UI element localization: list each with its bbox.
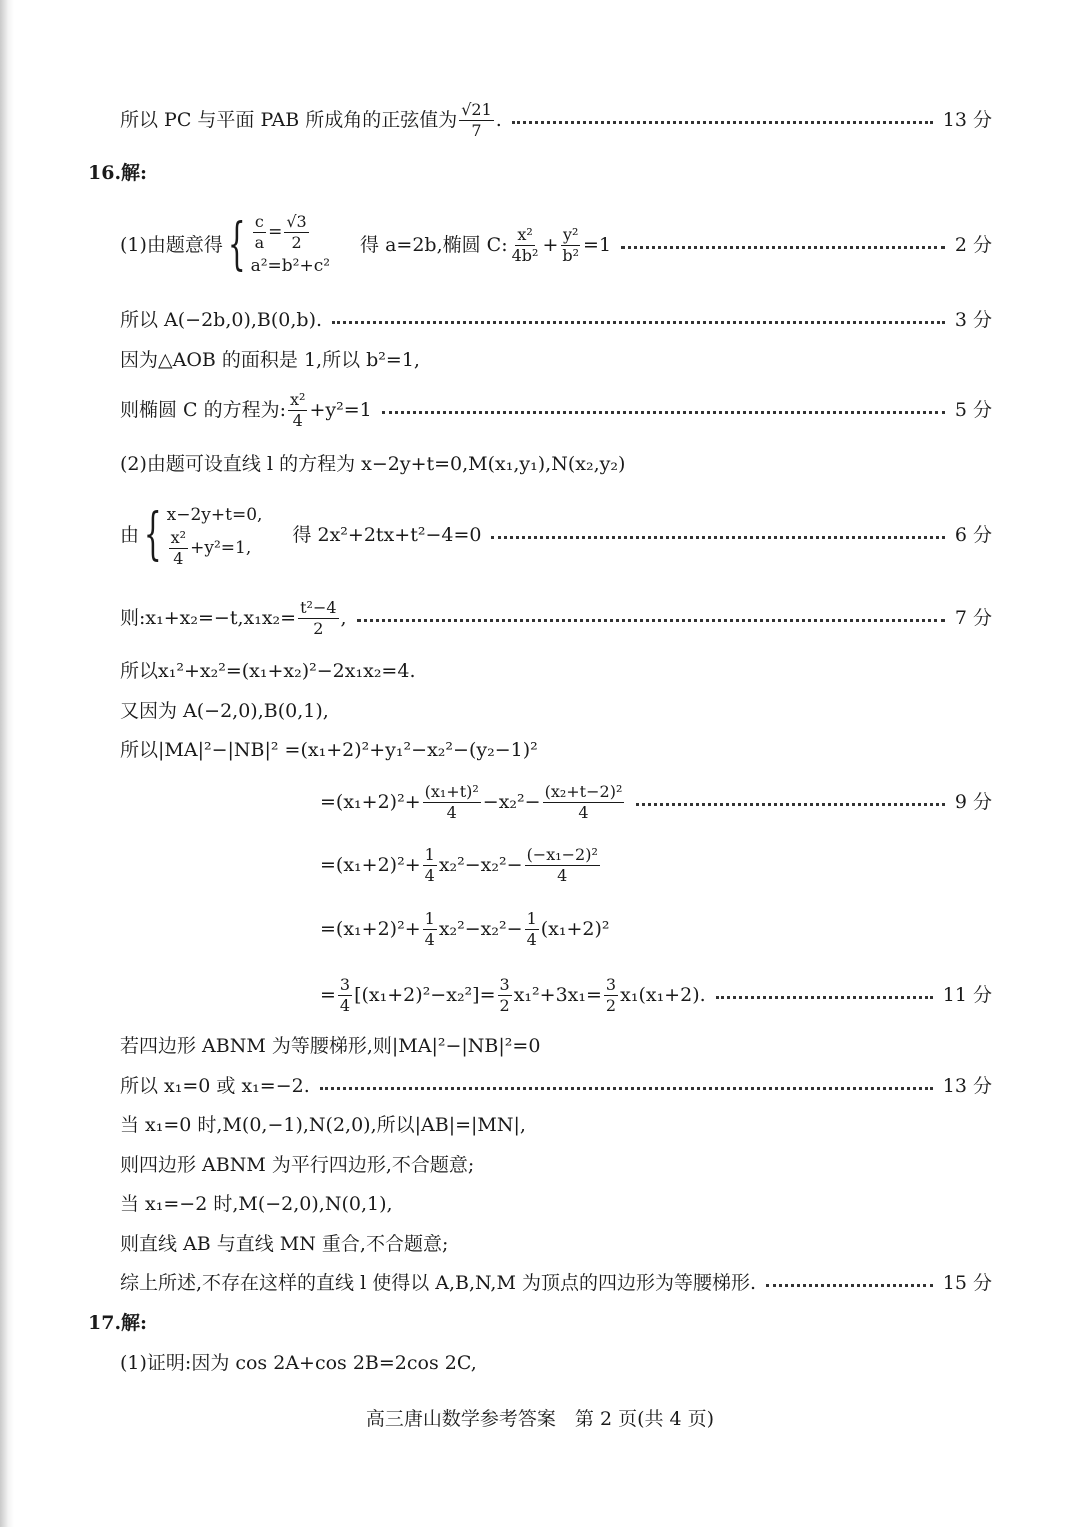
denominator: 4 [578,802,589,822]
system-row: x−2y+t=0, [166,504,263,525]
answer-line-16-conclusion [120,1270,992,1296]
line-text: x₂²−x₂²− [438,854,523,876]
question-16-heading: 16.解: [88,162,148,184]
answer-line [120,658,992,684]
line-text: 当 x₁=−2 时,M(−2,0),N(0,1), [120,1193,393,1215]
line-text: 当 x₁=0 时,M(0,−1),N(2,0),所以|AB|=|MN|, [120,1114,526,1136]
line-text: 所以 A(−2b,0),B(0,b). [120,309,323,331]
line-text: , [340,607,347,629]
answer-line [120,1112,992,1138]
answer-line [120,598,992,638]
answer-line [120,1033,992,1059]
fraction [498,975,512,1016]
line-text: (x₁+2)² [540,918,610,940]
line-text: 综上所述,不存在这样的直线 l 使得以 A,B,N,M 为顶点的四边形为等腰梯形. [120,1272,756,1294]
system-row: a²=b²+c² [250,255,331,276]
brace-icon: { [227,212,246,277]
plus: + [542,234,559,256]
line-text: 因为△AOB 的面积是 1,所以 b²=1, [120,349,420,371]
line-text: 又因为 A(−2,0),B(0,1), [120,700,329,722]
line-text: x₁²+3x₁= [513,984,602,1006]
denominator: 4b² [511,245,539,265]
numerator: 1 [424,908,435,928]
score-label: 2 分 [954,234,992,256]
fraction [284,212,308,253]
line-text: 若四边形 ABNM 为等腰梯形,则|MA|²−|NB|²=0 [120,1035,541,1057]
derivation-step [320,843,992,887]
answer-line-16-2 [120,451,992,477]
answer-line-15-conclusion [120,99,992,140]
denominator: 7 [471,120,482,140]
denominator: 2 [605,995,617,1015]
system-rows [251,212,330,279]
denominator: 2 [291,232,302,252]
line-text: 所以 x₁=0 或 x₁=−2. [120,1075,310,1097]
derivation-step [320,907,992,951]
system-row [167,528,263,569]
line-text: (1)证明:因为 cos 2A+cos 2B=2cos 2C, [120,1352,477,1374]
numerator: √3 [286,211,307,231]
system-rows [167,502,263,569]
answer-line [120,698,992,724]
denominator: 4 [424,865,435,885]
line-text: =(x₁+2)²+ [320,791,421,813]
denominator: 4 [339,995,351,1015]
numerator: (−x₁−2)² [526,844,598,864]
fraction [338,975,352,1016]
dot-leader [320,1087,933,1090]
numerator: 3 [499,974,510,994]
numerator: c [254,211,264,231]
line-text: 所以|MA|²−|NB|² =(x₁+2)²+y₁²−x₂²−(y₂−1)² [120,739,538,761]
fraction [253,212,267,253]
line-text: =(x₁+2)²+ [320,918,421,940]
dot-leader [332,321,945,324]
answer-line [120,737,992,763]
line-text: 则直线 AB 与直线 MN 重合,不合题意; [120,1233,449,1255]
answer-line-16-1 [120,200,992,290]
line-text: 所以x₁²+x₂²=(x₁+x₂)²−2x₁x₂=4. [120,660,416,682]
dot-leader [357,619,945,622]
score-label: 11 分 [942,984,992,1006]
line-text: −x₂²− [482,791,541,813]
denominator: 4 [557,865,568,885]
denominator: 4 [292,410,303,430]
line-text: =1 [583,234,612,256]
numerator: 3 [339,974,351,994]
dot-leader [621,246,945,249]
line-text: (1)由题意得 [120,234,223,256]
dot-leader [382,411,945,414]
numerator: x² [290,389,306,409]
equation-system [139,502,262,569]
line-text: 由 [120,524,140,546]
dot-leader [491,536,944,539]
equation-system [223,212,330,279]
line-text: 则:x₁+x₂=−t,x₁x₂= [120,607,297,629]
page-edge-shadow [0,0,14,1527]
fraction [459,100,494,141]
answer-line [120,1191,992,1217]
numerator: y² [562,224,579,244]
fraction [288,390,307,431]
fraction [543,782,625,823]
line-text: x₁(x₁+2). [620,984,706,1006]
denominator: 2 [313,618,324,638]
dot-leader [636,803,945,806]
answer-line [120,307,992,333]
fraction [604,975,618,1016]
answer-line-17-1 [120,1350,992,1376]
line-text: 得 2x²+2tx+t²−4=0 [292,524,482,546]
fraction [423,845,437,886]
line-text: [(x₁+2)²−x₂²]= [354,984,496,1006]
numerator: √21 [461,99,492,119]
numerator: 3 [605,974,617,994]
score-label: 15 分 [942,1272,992,1294]
line-text: =(x₁+2)²+ [320,854,421,876]
equals: = [268,221,283,242]
answer-line [120,1231,992,1257]
numerator: 1 [526,908,537,928]
score-label: 3 分 [954,309,992,331]
row-text: +y²=1, [190,537,252,558]
denominator: 4 [526,929,537,949]
system-row [251,212,330,253]
answer-line [120,1152,992,1178]
score-label: 13 分 [942,109,992,131]
question-17-heading: 17.解: [88,1312,148,1334]
dot-leader [512,121,933,124]
numerator: (x₂+t−2)² [544,781,623,801]
denominator: a [254,232,265,252]
numerator: t²−4 [300,597,337,617]
score-label: 6 分 [954,524,992,546]
dot-leader [716,996,933,999]
fraction [560,225,581,266]
line-text: 得 a=2b,椭圆 C: [360,234,508,256]
denominator: 4 [173,548,184,568]
line-text: (2)由题可设直线 l 的方程为 x−2y+t=0,M(x₁,y₁),N(x₂,y₂) [120,453,626,475]
score-label: 7 分 [954,607,992,629]
brace-icon: { [143,502,162,567]
fraction [525,909,539,950]
line-text: = [320,984,336,1006]
page-footer: 高三唐山数学参考答案 第 2 页(共 4 页) [365,1408,715,1430]
fraction [298,598,338,639]
line-text: +y²=1 [309,399,372,421]
fraction [423,782,481,823]
line-text: 则四边形 ABNM 为平行四边形,不合题意; [120,1154,475,1176]
fraction [423,909,437,950]
dot-leader [766,1284,933,1287]
line-text: 则椭圆 C 的方程为: [120,399,287,421]
fraction [510,225,541,266]
fraction [525,845,600,886]
line-text: 所以 PC 与平面 PAB 所成角的正弦值为 [120,109,458,131]
line-text: . [495,109,502,131]
answer-line [120,1073,992,1099]
answer-line [120,490,992,580]
fraction [169,528,188,569]
line-text: x₂²−x₂²− [438,918,523,940]
derivation-step [320,973,992,1017]
answer-line [120,390,992,430]
denominator: 4 [446,802,457,822]
score-label: 5 分 [954,399,992,421]
derivation-step [320,780,992,824]
denominator: 2 [499,995,510,1015]
numerator: 1 [424,844,435,864]
score-label: 9 分 [954,791,992,813]
score-label: 13 分 [942,1075,992,1097]
denominator: 4 [424,929,435,949]
answer-line [120,347,992,373]
denominator: b² [562,245,580,265]
numerator: x² [170,527,187,547]
numerator: x² [517,224,533,244]
numerator: (x₁+t)² [424,781,479,801]
